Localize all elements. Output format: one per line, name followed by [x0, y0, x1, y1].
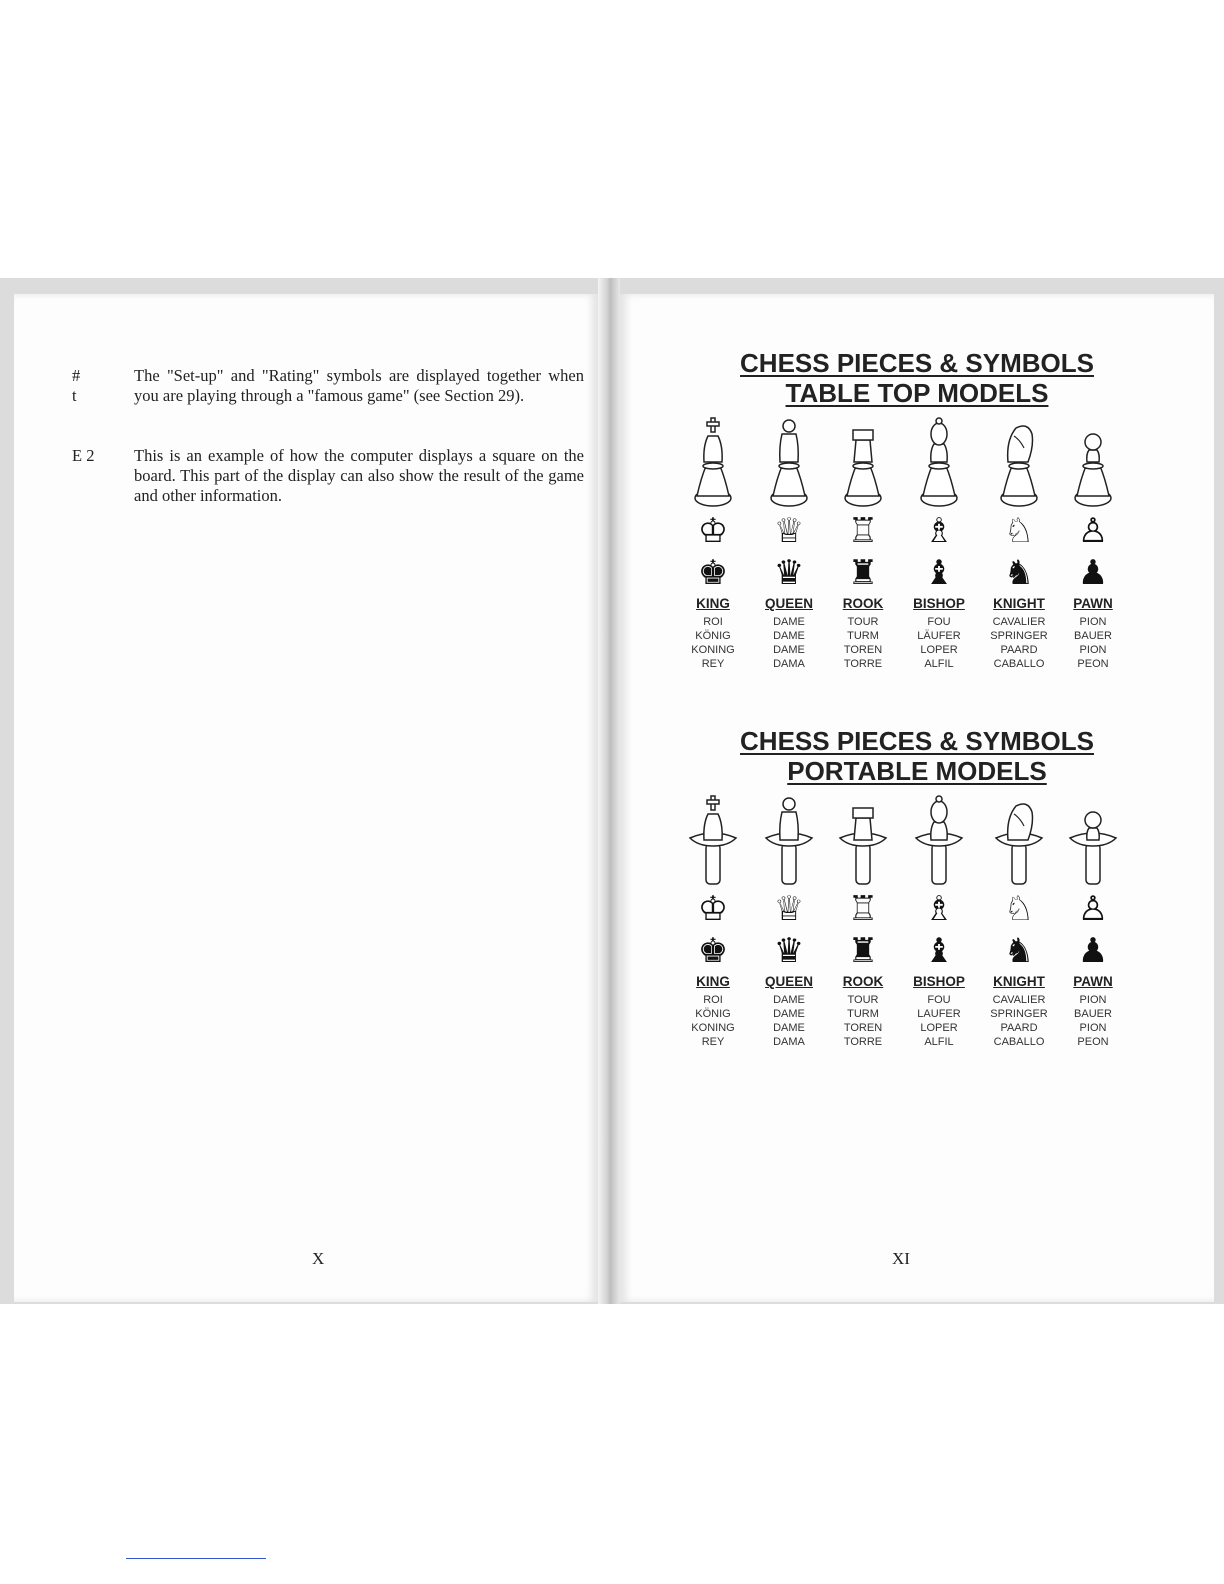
king-black-symbol-icon: ♚ — [697, 553, 729, 593]
translation: FOU — [927, 994, 951, 1006]
translation: REY — [701, 658, 725, 670]
bishop-black-symbol-icon: ♝ — [923, 553, 955, 593]
rook-black-symbol-icon: ♜ — [847, 553, 879, 593]
pawn-white-symbol-icon: ♙ — [1077, 889, 1109, 929]
piece-name: ROOK — [842, 974, 884, 989]
translation: TOUR — [847, 994, 879, 1006]
entry-symbol: # t — [72, 366, 81, 405]
piece-name: KING — [696, 974, 730, 989]
king-white-symbol-icon: ♔ — [697, 889, 729, 929]
translation: LÄUFER — [917, 630, 961, 642]
entry-text: The "Set-up" and "Rating" symbols are displayed together when you are playing through a "famous game" (see Section 29). — [134, 366, 584, 405]
translation: TOUR — [847, 616, 879, 628]
right-page — [620, 294, 1214, 1302]
knight-white-symbol-icon: ♘ — [1003, 889, 1035, 929]
rook-white-symbol-icon: ♖ — [847, 889, 879, 929]
knight-white-symbol-icon: ♘ — [1003, 511, 1035, 551]
pawn-black-symbol-icon: ♟ — [1077, 931, 1109, 971]
piece-translations — [1048, 615, 1138, 671]
translation: PAARD — [1000, 1022, 1038, 1034]
piece-column-pawn — [1048, 788, 1138, 1049]
book-spread — [0, 278, 1224, 1304]
translation: DAME — [773, 1008, 805, 1020]
translation: SPRINGER — [990, 1008, 1048, 1020]
piece-name: QUEEN — [764, 596, 813, 611]
queen-white-symbol-icon: ♕ — [773, 889, 805, 929]
translation: TORRE — [843, 658, 883, 670]
piece-translations — [894, 993, 984, 1049]
translation: PEON — [1077, 1036, 1109, 1048]
section-title-table-top — [620, 348, 1214, 408]
translation: KÖNIG — [695, 1008, 731, 1020]
piece-name: KING — [696, 596, 730, 611]
translation: PION — [1079, 616, 1107, 628]
translation: REY — [701, 1036, 725, 1048]
title-line-1: CHESS PIECES & SYMBOLS — [740, 348, 1094, 378]
knight-black-symbol-icon: ♞ — [1003, 931, 1035, 971]
translation: PION — [1079, 1022, 1107, 1034]
book-gutter — [598, 278, 620, 1304]
piece-column-bishop — [894, 410, 984, 671]
translation: CAVALIER — [992, 616, 1046, 628]
title-line-2: TABLE TOP MODELS — [785, 378, 1049, 408]
page-number: XI — [892, 1249, 910, 1268]
translation: TURM — [847, 1008, 879, 1020]
translation: DAMA — [773, 1036, 805, 1048]
piece-name: KNIGHT — [993, 596, 1045, 611]
piece-name: PAWN — [1073, 974, 1113, 989]
entry-square-example — [72, 446, 582, 506]
translation: LOPER — [920, 1022, 958, 1034]
translation: KONING — [691, 1022, 735, 1034]
translation: TOREN — [843, 644, 883, 656]
translation: BAUER — [1074, 630, 1112, 642]
piece-column-bishop — [894, 788, 984, 1049]
title-line-2: PORTABLE MODELS — [787, 756, 1047, 786]
translation: PION — [1079, 994, 1107, 1006]
translation: DAME — [773, 644, 805, 656]
blue-underline — [126, 1558, 266, 1559]
translation: KONING — [691, 644, 735, 656]
translation: DAME — [773, 616, 805, 628]
entry-symbol: E 2 — [72, 446, 95, 465]
translation: BAUER — [1074, 1008, 1112, 1020]
translation: FOU — [927, 616, 951, 628]
translation: TURM — [847, 630, 879, 642]
translation: DAME — [773, 630, 805, 642]
translation: PAARD — [1000, 644, 1038, 656]
translation: ALFIL — [924, 1036, 954, 1048]
translation: CABALLO — [993, 1036, 1045, 1048]
piece-name: PAWN — [1073, 596, 1113, 611]
translation: ALFIL — [924, 658, 954, 670]
queen-black-symbol-icon: ♛ — [773, 931, 805, 971]
title-line-1: CHESS PIECES & SYMBOLS — [740, 726, 1094, 756]
bishop-icon — [894, 788, 984, 888]
section-title-portable — [620, 726, 1214, 786]
translation: PEON — [1077, 658, 1109, 670]
piece-translations — [894, 615, 984, 671]
translation: LAUFER — [917, 1008, 961, 1020]
rook-black-symbol-icon: ♜ — [847, 931, 879, 971]
queen-white-symbol-icon: ♕ — [773, 511, 805, 551]
rook-white-symbol-icon: ♖ — [847, 511, 879, 551]
bishop-black-symbol-icon: ♝ — [923, 931, 955, 971]
piece-name: QUEEN — [764, 974, 813, 989]
king-black-symbol-icon: ♚ — [697, 931, 729, 971]
translation: CAVALIER — [992, 994, 1046, 1006]
translation: DAME — [773, 994, 805, 1006]
piece-name: ROOK — [842, 596, 884, 611]
queen-black-symbol-icon: ♛ — [773, 553, 805, 593]
left-page — [14, 294, 598, 1302]
translation: DAMA — [773, 658, 805, 670]
translation: ROI — [703, 994, 723, 1006]
bishop-icon — [894, 410, 984, 510]
translation: LOPER — [920, 644, 958, 656]
piece-name: KNIGHT — [993, 974, 1045, 989]
pawn-black-symbol-icon: ♟ — [1077, 553, 1109, 593]
piece-translations — [1048, 993, 1138, 1049]
piece-name: BISHOP — [913, 596, 965, 611]
translation: KÖNIG — [695, 630, 731, 642]
piece-name: BISHOP — [913, 974, 965, 989]
pawn-icon — [1048, 410, 1138, 510]
translation: CABALLO — [993, 658, 1045, 670]
translation: PION — [1079, 644, 1107, 656]
knight-black-symbol-icon: ♞ — [1003, 553, 1035, 593]
pawn-icon — [1048, 788, 1138, 888]
piece-column-pawn — [1048, 410, 1138, 671]
entry-text: This is an example of how the computer displays a square on the board. This part of the display can also show the result of the game and other information. — [134, 446, 584, 505]
page-number: X — [312, 1249, 325, 1268]
translation: DAME — [773, 1022, 805, 1034]
translation: TORRE — [843, 1036, 883, 1048]
bishop-white-symbol-icon: ♗ — [923, 889, 955, 929]
pawn-white-symbol-icon: ♙ — [1077, 511, 1109, 551]
king-white-symbol-icon: ♔ — [697, 511, 729, 551]
bishop-white-symbol-icon: ♗ — [923, 511, 955, 551]
translation: TOREN — [843, 1022, 883, 1034]
entry-setup-rating — [72, 366, 582, 426]
translation: ROI — [703, 616, 723, 628]
translation: SPRINGER — [990, 630, 1048, 642]
